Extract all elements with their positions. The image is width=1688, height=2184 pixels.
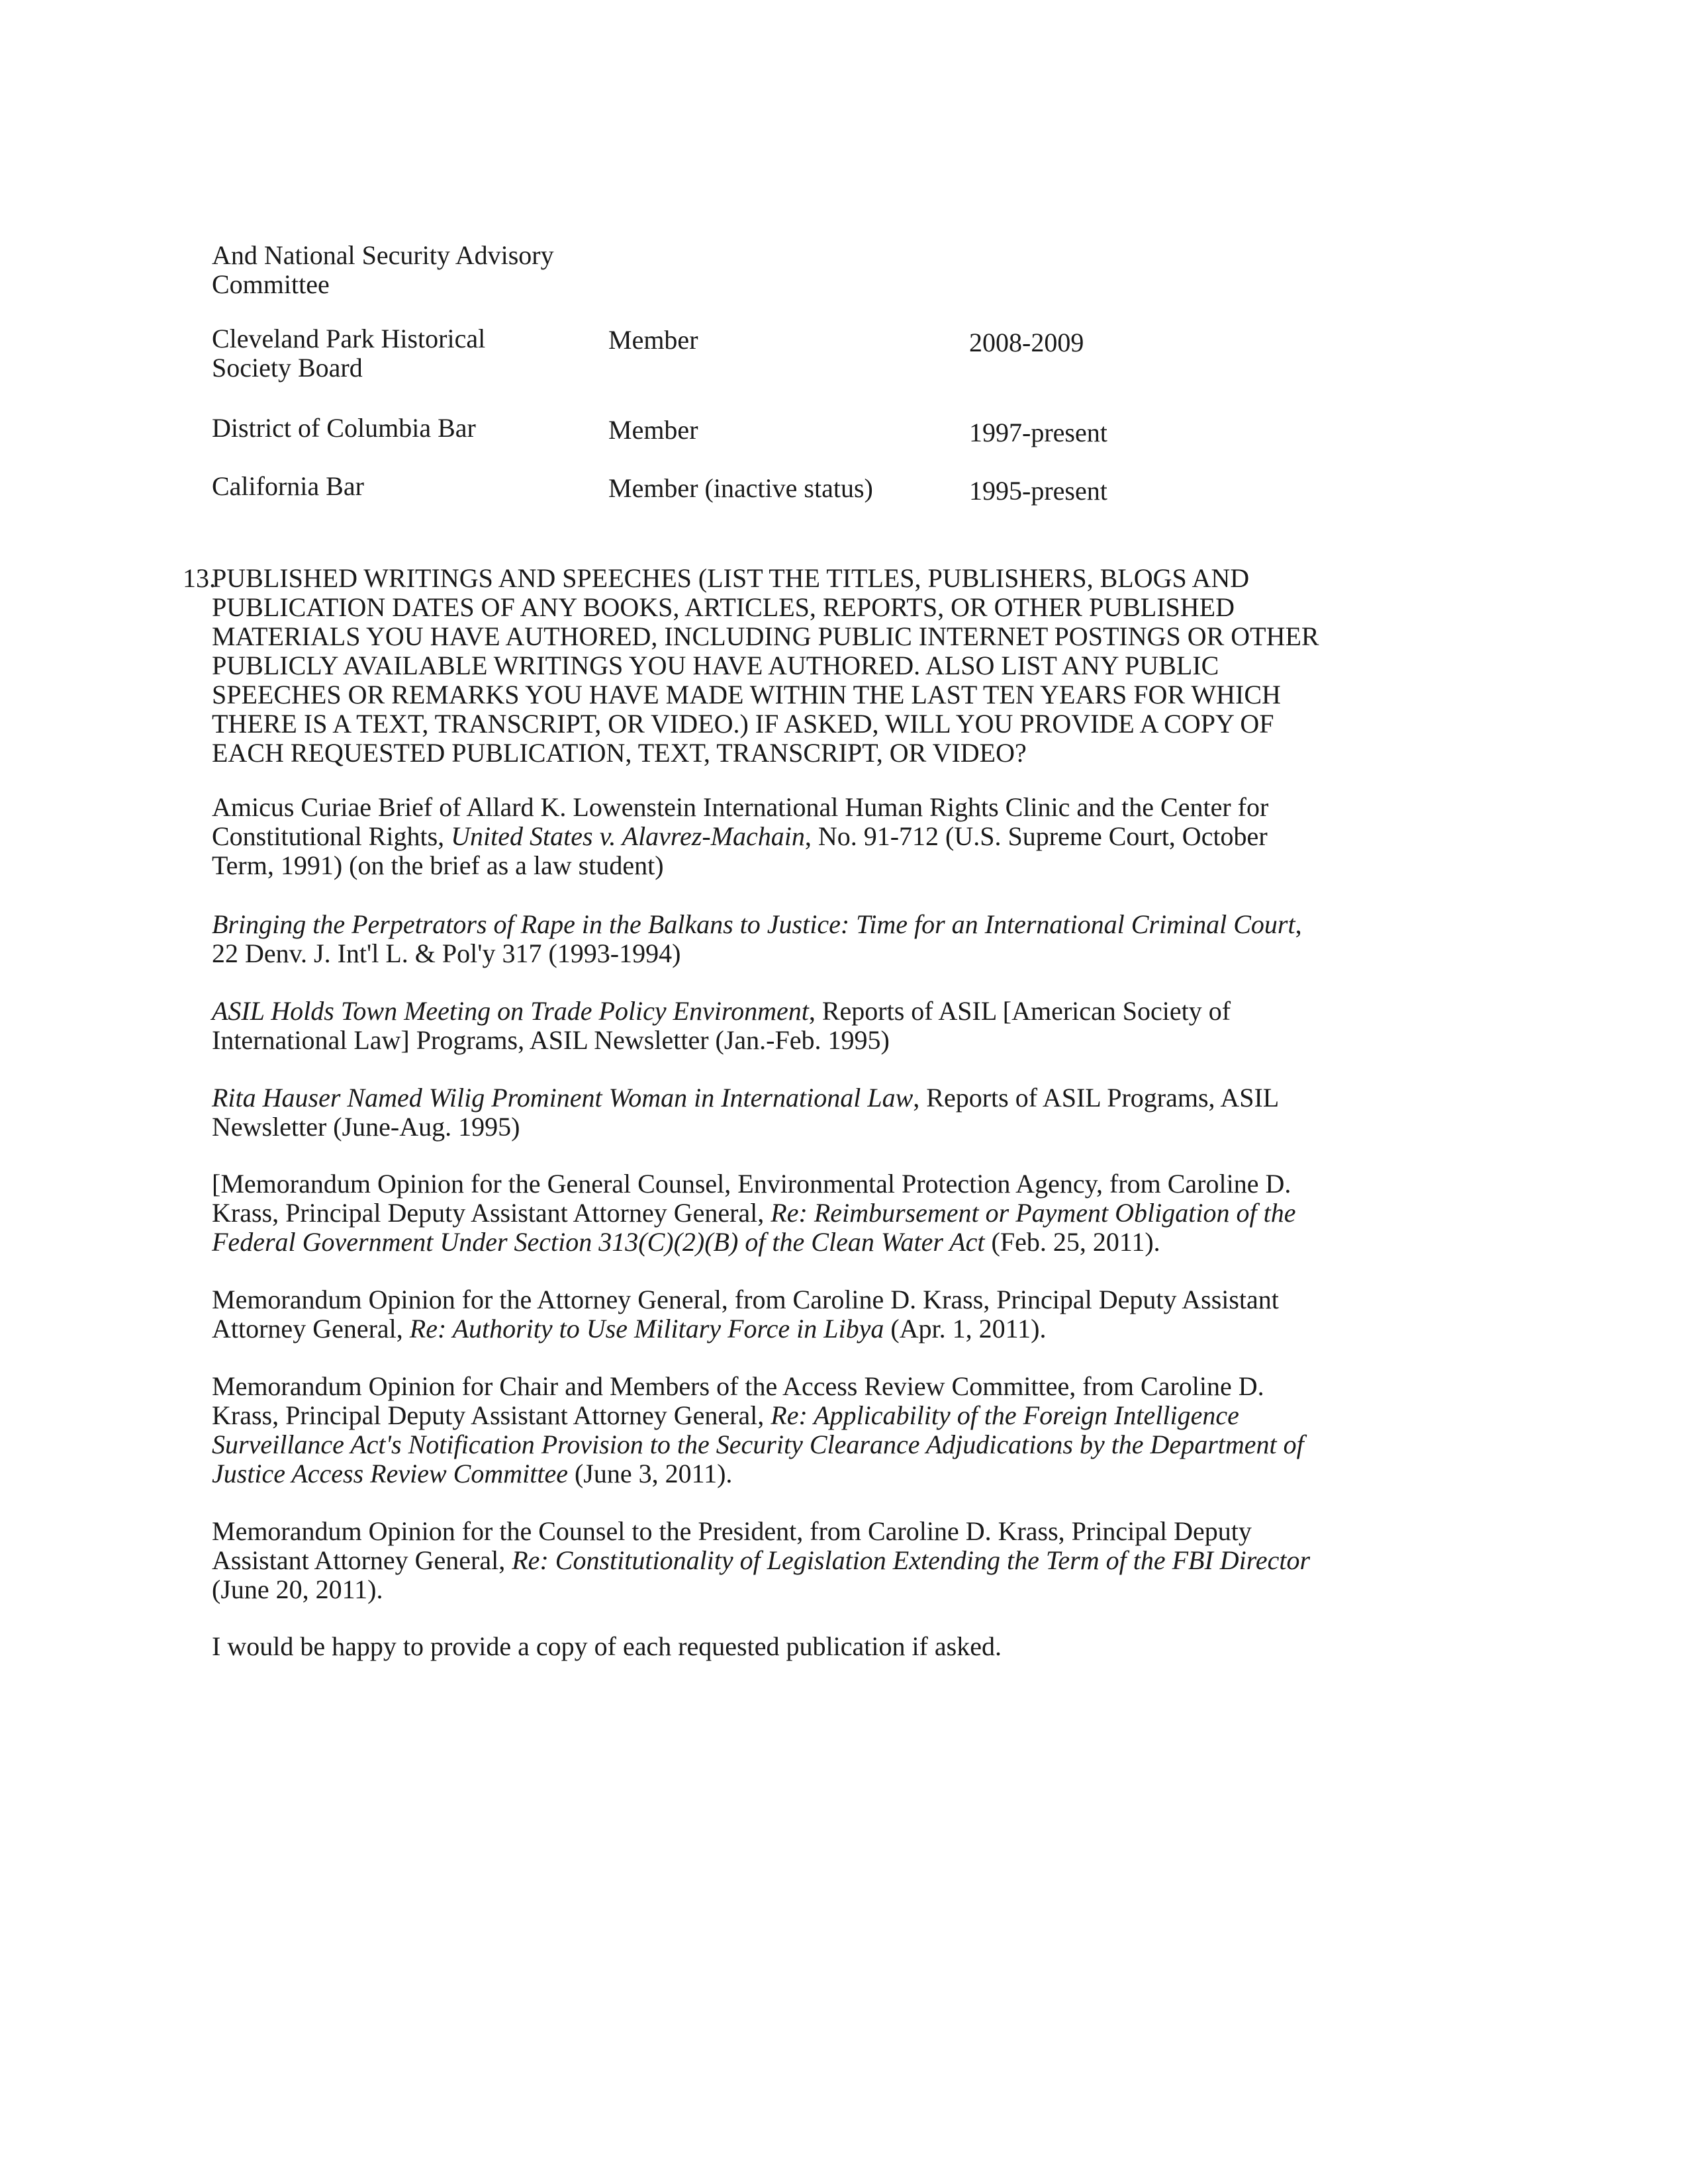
citation-title-italic: Re: Constitutionality of Legislation Extending the Term of the FBI Director (512, 1545, 1311, 1575)
membership-role: Member (608, 415, 698, 445)
membership-org: California Bar (212, 471, 364, 501)
citation-text: (Apr. 1, 2011). (884, 1314, 1047, 1343)
publication-entry (212, 997, 1331, 1055)
citation-text: , Reports of ASIL Programs, ASIL Newsletter (June-Aug. 1995) (212, 1083, 1278, 1142)
question-text: PUBLISHED WRITINGS AND SPEECHES (LIST THE TITLES, PUBLISHERS, BLOGS AND PUBLICATION DATES OF ANY BOOKS, ARTICLES, REPORTS, OR OTHER PUBLISHED MATERIALS YOU HAVE AUTHORED, INCLUDING PUBLIC INTERNET POSTINGS OR OTHER PUBLICLY AVAILABLE WRITINGS YOU HAVE AUTHORED. ALSO LIST ANY PUBLIC SPEECHES OR REMARKS YOU HAVE MADE WITHIN THE LAST TEN YEARS FOR WHICH THERE IS A TEXT, TRANSCRIPT, OR VIDEO.) IF ASKED, WILL YOU PROVIDE A COPY OF EACH REQUESTED PUBLICATION, TEXT, TRANSCRIPT, OR VIDEO? (212, 563, 1319, 768)
membership-continued: And National Security Advisory Committee (212, 240, 554, 299)
citation-text: , Reports of ASIL [American Society of International Law] Programs, ASIL Newsletter (Jan.-Feb. 1995) (212, 996, 1231, 1055)
membership-dates: 2008-2009 (969, 328, 1084, 357)
citation-text: Memorandum Opinion for the Attorney General, from Caroline D. Krass, Principal Deputy Assistant Attorney General, (212, 1285, 1279, 1343)
membership-role: Member (inactive status) (608, 473, 873, 503)
citation-text: [Memorandum Opinion for the General Counsel, Environmental Protection Agency, from Caroline D. Krass, Principal Deputy Assistant Attorney General, (212, 1169, 1291, 1228)
citation-title-italic: ASIL Holds Town Meeting on Trade Policy Environment (212, 996, 809, 1026)
membership-org: Cleveland Park Historical Society Board (212, 324, 486, 383)
membership-dates: 1997-present (969, 418, 1107, 447)
citation-text: , No. 91-712 (U.S. Supreme Court, October Term, 1991) (on the brief as a law student) (212, 821, 1268, 880)
publication-entry (212, 1517, 1331, 1604)
citation-text: (June 3, 2011). (567, 1459, 733, 1488)
publication-entry (212, 1285, 1331, 1343)
question-number: 13. (183, 563, 216, 593)
citation-text: Memorandum Opinion for Chair and Members of the Access Review Committee, from Caroline D. Krass, Principal Deputy Assistant Attorney General, (212, 1371, 1264, 1430)
publication-entry (212, 1083, 1331, 1142)
membership-role: Member (608, 325, 698, 355)
membership-dates: 1995-present (969, 476, 1107, 506)
citation-text: Memorandum Opinion for the Counsel to the President, from Caroline D. Krass, Principal Deputy Assistant Attorney General, (212, 1516, 1252, 1575)
citation-text: (Feb. 25, 2011). (984, 1227, 1160, 1257)
citation-text: , 22 Denv. J. Int'l L. & Pol'y 317 (1993-1994) (212, 909, 1302, 968)
citation-text: Amicus Curiae Brief of Allard K. Lowenstein International Human Rights Clinic and the Center for Constitutional Rights, (212, 792, 1269, 851)
citation-title-italic: Re: Authority to Use Military Force in Libya (409, 1314, 884, 1343)
citation-title-italic: Rita Hauser Named Wilig Prominent Woman in International Law (212, 1083, 914, 1113)
publication-entry (212, 910, 1331, 968)
membership-org: District of Columbia Bar (212, 413, 476, 443)
citation-title-italic: Bringing the Perpetrators of Rape in the Balkans to Justice: Time for an International Criminal Court (212, 909, 1295, 939)
citation-text: (June 20, 2011). (212, 1574, 383, 1604)
closing-statement: I would be happy to provide a copy of each requested publication if asked. (212, 1631, 1002, 1661)
citation-title-italic: Re: Applicability of the Foreign Intelligence Surveillance Act's Notification Provision to the Security Clearance Adjudications by the Department of Justice Access Review Committee (212, 1400, 1304, 1488)
publication-entry (212, 793, 1331, 880)
citation-title-italic: Re: Reimbursement or Payment Obligation of the Federal Government Under Section 313(C)(2)(B) of the Clean Water Act (212, 1198, 1296, 1257)
publication-entry (212, 1169, 1331, 1257)
publication-entry (212, 1372, 1331, 1488)
citation-title-italic: United States v. Alavrez-Machain (451, 821, 805, 851)
